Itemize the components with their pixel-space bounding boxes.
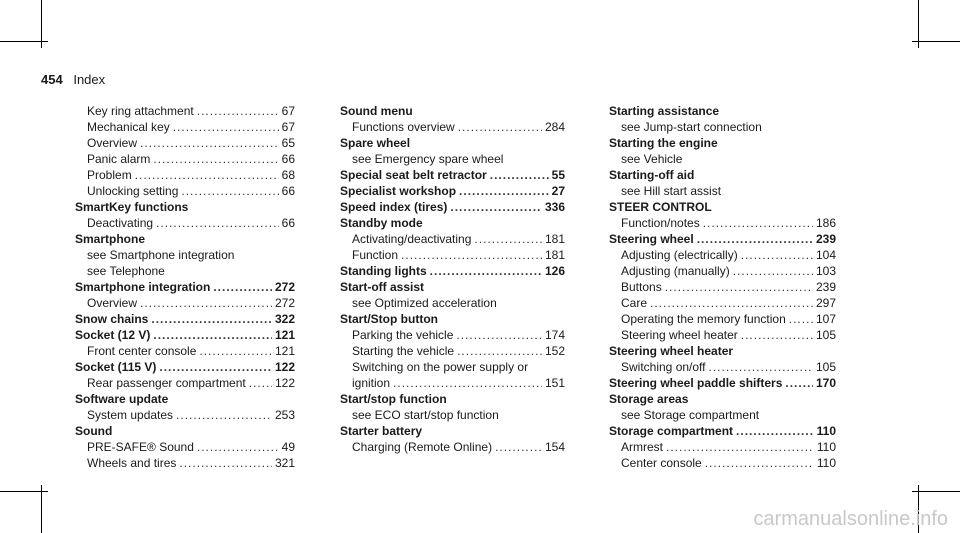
page-reference: 297 [815, 296, 836, 310]
leader-dots [159, 359, 272, 375]
entry-label: Special seat belt retractor [340, 168, 487, 182]
entry-label: Software update [75, 392, 169, 406]
entry-label: Standing lights [340, 264, 427, 278]
entry-label: Problem [87, 168, 132, 182]
leader-dots [197, 103, 279, 119]
leader-dots [705, 455, 814, 471]
index-entry [75, 359, 295, 375]
crop-mark [0, 491, 48, 492]
leader-dots [401, 247, 542, 263]
index-entry [340, 183, 565, 199]
index-subentry [75, 135, 295, 151]
page-reference: 321 [274, 456, 295, 470]
index-subentry [340, 295, 565, 311]
entry-label: see Optimized acceleration [352, 296, 497, 310]
leader-dots [197, 439, 279, 455]
entry-label: Sound menu [340, 104, 413, 118]
index-column-2 [340, 103, 565, 455]
index-subentry [609, 279, 836, 295]
entry-label: Mechanical key [87, 120, 170, 134]
entry-label: Start/stop function [340, 392, 447, 406]
entry-label: Center console [621, 456, 702, 470]
page-reference: 121 [274, 344, 295, 358]
leader-dots [450, 199, 542, 215]
leader-dots [459, 183, 549, 199]
index-subentry [340, 439, 565, 455]
page-reference: 151 [544, 376, 565, 390]
page-reference: 152 [544, 344, 565, 358]
entry-label: Panic alarm [87, 152, 151, 166]
index-entry [609, 391, 836, 407]
entry-label: Sound [75, 424, 113, 438]
index-entry [75, 231, 295, 247]
entry-label: Steering wheel heater [609, 344, 734, 358]
leader-dots [156, 215, 279, 231]
crop-mark [912, 491, 960, 492]
index-subentry [75, 183, 295, 199]
page-reference: 104 [815, 248, 836, 262]
index-subentry [75, 103, 295, 119]
entry-label: Deactivating [87, 216, 154, 230]
index-entry [340, 199, 565, 215]
index-subentry [609, 119, 836, 135]
index-entry [609, 167, 836, 183]
entry-label: Steering wheel [609, 232, 694, 246]
index-entry [609, 375, 836, 391]
index-entry [609, 343, 836, 359]
index-entry [340, 215, 565, 231]
page-reference: 65 [281, 136, 295, 150]
page-reference: 49 [281, 440, 295, 454]
index-entry [75, 391, 295, 407]
leader-dots [736, 423, 814, 439]
leader-dots [140, 295, 272, 311]
index-subentry [609, 327, 836, 343]
leader-dots [173, 119, 279, 135]
crop-mark [0, 41, 48, 42]
leader-dots [741, 327, 813, 343]
page-reference: 107 [815, 312, 836, 326]
index-subentry [340, 375, 565, 391]
entry-label: Wheels and tires [87, 456, 177, 470]
index-subentry [340, 359, 565, 375]
page-reference: 154 [544, 440, 565, 454]
entry-label: Socket (115 V) [75, 360, 157, 374]
leader-dots [709, 359, 813, 375]
entry-label: Operating the memory function [621, 312, 786, 326]
page-reference: 122 [274, 376, 295, 390]
leader-dots [430, 263, 542, 279]
leader-dots [741, 247, 813, 263]
leader-dots [179, 455, 272, 471]
page-reference: 322 [274, 312, 295, 326]
leader-dots [697, 231, 813, 247]
entry-label: Unlocking setting [87, 184, 179, 198]
index-entry [340, 103, 565, 119]
index-entry [75, 423, 295, 439]
index-subentry [340, 407, 565, 423]
leader-dots [393, 375, 542, 391]
entry-label: Rear passenger compartment [87, 376, 246, 390]
leader-dots [785, 375, 813, 391]
entry-label: Start/Stop button [340, 312, 438, 326]
page-reference: 336 [544, 200, 565, 214]
index-subentry [340, 119, 565, 135]
entry-label: Specialist workshop [340, 184, 457, 198]
entry-label: Activating/deactivating [352, 232, 472, 246]
entry-label: Parking the vehicle [352, 328, 454, 342]
entry-label: Storage compartment [609, 424, 734, 438]
index-entry [609, 103, 836, 119]
entry-label: Standby mode [340, 216, 423, 230]
leader-dots [733, 263, 813, 279]
entry-label: Steering wheel paddle shifters [609, 376, 783, 390]
index-subentry [75, 119, 295, 135]
entry-label: STEER CONTROL [609, 200, 712, 214]
index-subentry [340, 247, 565, 263]
page-reference: 68 [281, 168, 295, 182]
entry-label: System updates [87, 408, 174, 422]
page-reference: 67 [281, 120, 295, 134]
leader-dots [151, 311, 272, 327]
leader-dots [457, 343, 542, 359]
index-entry [340, 423, 565, 439]
page-reference: 284 [544, 120, 565, 134]
index-subentry [609, 407, 836, 423]
index-subentry [75, 439, 295, 455]
page-reference: 110 [816, 456, 836, 470]
index-subentry [340, 327, 565, 343]
page-reference: 55 [551, 168, 565, 182]
index-subentry [609, 295, 836, 311]
entry-label: Storage areas [609, 392, 689, 406]
page-reference: 27 [551, 184, 565, 198]
leader-dots [666, 439, 814, 455]
entry-label: Spare wheel [340, 136, 411, 150]
entry-label: see Telephone [87, 264, 165, 278]
entry-label: see Jump-start connection [621, 120, 762, 134]
leader-dots [789, 311, 813, 327]
entry-label: Starting-off aid [609, 168, 695, 182]
index-entry [340, 167, 565, 183]
page-reference: 110 [816, 440, 836, 454]
page-reference: 67 [281, 104, 295, 118]
index-subentry [75, 375, 295, 391]
page-reference: 66 [281, 184, 295, 198]
entry-label: Starting the vehicle [352, 344, 455, 358]
index-subentry [609, 247, 836, 263]
page-reference: 272 [274, 280, 295, 294]
index-subentry [75, 455, 295, 471]
leader-dots [153, 151, 278, 167]
page-reference: 122 [274, 360, 295, 374]
index-entry [609, 423, 836, 439]
entry-label: Starter battery [340, 424, 423, 438]
index-entry [340, 391, 565, 407]
index-subentry [340, 231, 565, 247]
page-reference: 121 [274, 328, 295, 342]
entry-label: Starting assistance [609, 104, 720, 118]
entry-label: PRE-SAFE® Sound [87, 440, 194, 454]
entry-label: Function/notes [621, 216, 700, 230]
index-subentry [340, 151, 565, 167]
entry-label: Socket (12 V) [75, 328, 151, 342]
index-entry [340, 279, 565, 295]
index-subentry [609, 439, 836, 455]
page-title: Index [73, 72, 106, 87]
entry-label: Functions overview [352, 120, 455, 134]
entry-label: see Smartphone integration [87, 248, 235, 262]
index-entry [340, 311, 565, 327]
entry-label: SmartKey functions [75, 200, 189, 214]
page-header [41, 72, 105, 87]
leader-dots [135, 167, 279, 183]
page-reference: 66 [281, 152, 295, 166]
entry-label: ignition [352, 376, 391, 390]
index-entry [75, 199, 295, 215]
entry-label: Care [621, 296, 648, 310]
entry-label: Snow chains [75, 312, 149, 326]
page-reference: 253 [274, 408, 295, 422]
entry-label: Armrest [621, 440, 663, 454]
entry-label: Key ring attachment [87, 104, 194, 118]
index-subentry [609, 455, 836, 471]
crop-mark [41, 485, 42, 533]
entry-label: Starting the engine [609, 136, 718, 150]
entry-label: Adjusting (electrically) [621, 248, 738, 262]
index-entry [75, 279, 295, 295]
leader-dots [703, 215, 813, 231]
entry-label: Adjusting (manually) [621, 264, 730, 278]
leader-dots [474, 231, 542, 247]
page-number: 454 [41, 72, 63, 87]
page-reference: 126 [544, 264, 565, 278]
entry-label: see Emergency spare wheel [352, 152, 504, 166]
entry-label: Buttons [621, 280, 662, 294]
index-subentry [609, 263, 836, 279]
index-column-3 [609, 103, 836, 471]
index-column-1 [75, 103, 295, 471]
leader-dots [140, 135, 279, 151]
index-subentry [75, 151, 295, 167]
leader-dots [249, 375, 272, 391]
entry-label: Function [352, 248, 399, 262]
leader-dots [199, 343, 272, 359]
leader-dots [213, 279, 272, 295]
index-subentry [609, 359, 836, 375]
index-subentry [609, 183, 836, 199]
leader-dots [490, 167, 549, 183]
entry-label: see ECO start/stop function [352, 408, 499, 422]
entry-label: Start-off assist [340, 280, 425, 294]
entry-label: see Storage compartment [621, 408, 760, 422]
index-entry [609, 231, 836, 247]
page-reference: 170 [815, 376, 836, 390]
index-entry [340, 263, 565, 279]
page-reference: 105 [815, 360, 836, 374]
entry-label: see Hill start assist [621, 184, 722, 198]
index-subentry [75, 263, 295, 279]
index-subentry [609, 151, 836, 167]
index-subentry [75, 167, 295, 183]
index-entry [609, 199, 836, 215]
entry-label: Speed index (tires) [340, 200, 448, 214]
page-reference: 110 [816, 424, 836, 438]
crop-mark [912, 41, 960, 42]
page-reference: 239 [815, 280, 836, 294]
entry-label: Overview [87, 296, 138, 310]
leader-dots [665, 279, 813, 295]
page-reference: 186 [815, 216, 836, 230]
entry-label: Smartphone [75, 232, 146, 246]
leader-dots [495, 439, 542, 455]
leader-dots [176, 407, 272, 423]
page-reference: 66 [281, 216, 295, 230]
entry-label: Switching on the power supply or [352, 360, 529, 374]
index-entry [75, 311, 295, 327]
index-subentry [75, 247, 295, 263]
entry-label: Switching on/off [621, 360, 706, 374]
page-reference: 181 [544, 248, 565, 262]
page-reference: 103 [815, 264, 836, 278]
index-entry [340, 135, 565, 151]
entry-label: Overview [87, 136, 138, 150]
page-reference: 105 [815, 328, 836, 342]
index-subentry [609, 311, 836, 327]
leader-dots [458, 119, 542, 135]
leader-dots [181, 183, 278, 199]
page-reference: 174 [544, 328, 565, 342]
index-subentry [75, 295, 295, 311]
leader-dots [650, 295, 813, 311]
index-entry [609, 135, 836, 151]
leader-dots [153, 327, 272, 343]
index-subentry [75, 215, 295, 231]
index-subentry [75, 407, 295, 423]
entry-label: see Vehicle [621, 152, 683, 166]
entry-label: Steering wheel heater [621, 328, 738, 342]
index-subentry [609, 215, 836, 231]
watermark: carmanualsonline.info [753, 508, 948, 530]
index-subentry [340, 343, 565, 359]
index-entry [75, 327, 295, 343]
page-reference: 272 [274, 296, 295, 310]
index-subentry [75, 343, 295, 359]
entry-label: Smartphone integration [75, 280, 211, 294]
leader-dots [456, 327, 542, 343]
page-reference: 181 [544, 232, 565, 246]
page-reference: 239 [815, 232, 836, 246]
entry-label: Front center console [87, 344, 197, 358]
entry-label: Charging (Remote Online) [352, 440, 493, 454]
